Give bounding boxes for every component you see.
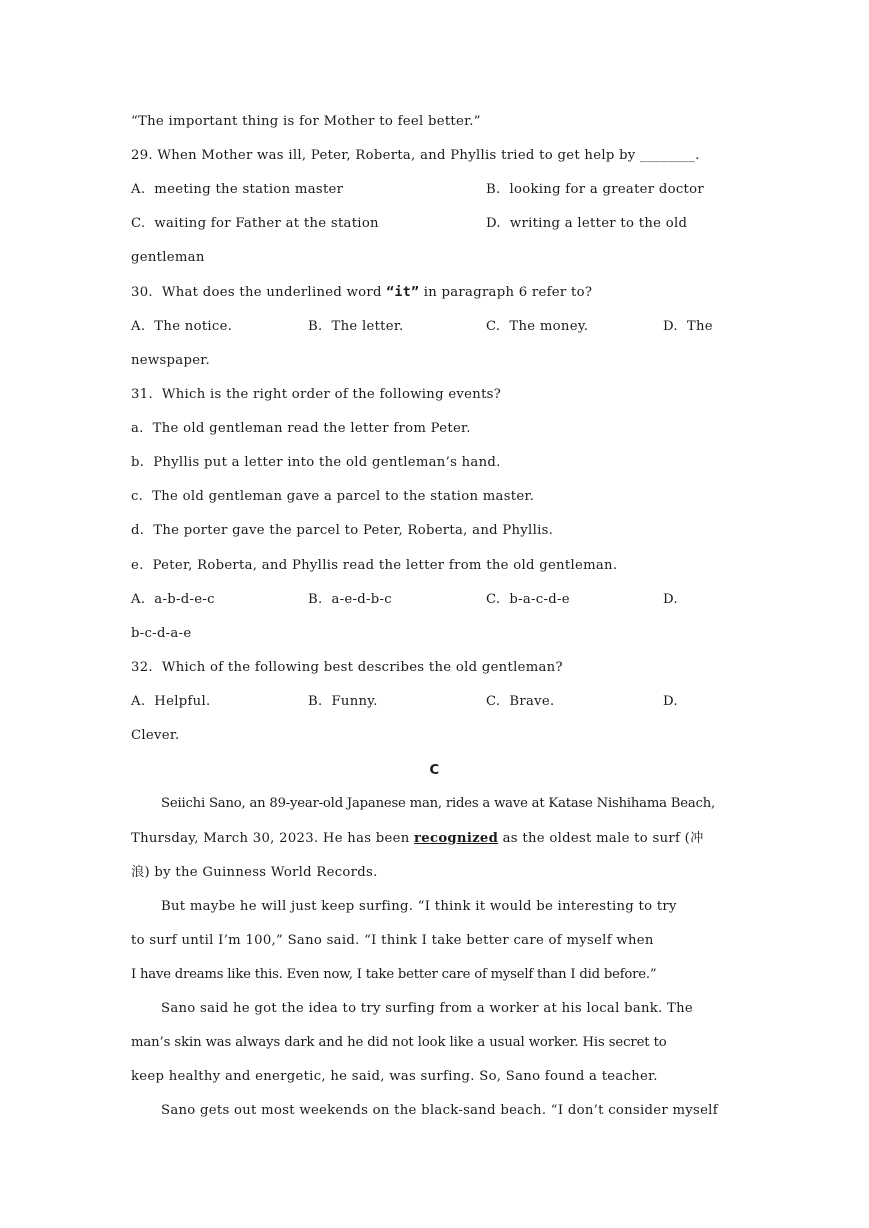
q32-option-d-continued: Clever. bbox=[131, 728, 180, 743]
underlined-word-recognized: recognized bbox=[414, 831, 499, 846]
q29-option-d-continued: gentleman bbox=[131, 250, 205, 265]
underlined-word-it: “it” bbox=[386, 285, 420, 300]
question-31-stem: 31. Which is the right order of the following events? bbox=[131, 387, 502, 402]
section-heading-c: C bbox=[429, 763, 440, 778]
event-d: d. The porter gave the parcel to Peter, Roberta, and Phyllis. bbox=[131, 523, 554, 538]
passage-p3-line1: Sano said he got the idea to try surfing from a worker at his local bank. The bbox=[161, 1001, 694, 1016]
q31-option-c: C. b-a-c-d-e bbox=[486, 592, 570, 607]
q29-option-d: D. writing a letter to the old bbox=[486, 216, 688, 231]
passage-p1-line2 bbox=[131, 830, 704, 848]
q30-option-d-continued: newspaper. bbox=[131, 353, 210, 368]
passage-p3-line3: keep healthy and energetic, he said, was surfing. So, Sano found a teacher. bbox=[131, 1069, 658, 1084]
q30-option-a: A. The notice. bbox=[131, 319, 233, 334]
passage-p1-line2-start: Thursday, March 30, 2023. He has been bbox=[131, 831, 415, 846]
q31-option-b: B. a-e-d-b-c bbox=[308, 592, 392, 607]
q29-option-a: A. meeting the station master bbox=[131, 182, 344, 197]
event-c: c. The old gentleman gave a parcel to the station master. bbox=[131, 489, 535, 504]
passage-p1-line2-end: as the oldest male to surf (冲 bbox=[498, 831, 704, 846]
passage-p3-line2: man’s skin was always dark and he did not look like a usual worker. His secret to bbox=[131, 1035, 667, 1050]
event-b: b. Phyllis put a letter into the old gentleman’s hand. bbox=[131, 455, 501, 470]
q32-option-a: A. Helpful. bbox=[131, 694, 211, 709]
passage-p2-line1: But maybe he will just keep surfing. “I think it would be interesting to try bbox=[161, 899, 677, 914]
q29-option-b: B. looking for a greater doctor bbox=[486, 182, 704, 197]
q32-option-c: C. Brave. bbox=[486, 694, 555, 709]
quote-line: “The important thing is for Mother to feel better.” bbox=[131, 114, 481, 129]
q30-option-b: B. The letter. bbox=[308, 319, 404, 334]
question-30-stem bbox=[131, 284, 592, 302]
question-29-stem: 29. When Mother was ill, Peter, Roberta, and Phyllis tried to get help by ________. bbox=[131, 148, 700, 163]
question-32-stem: 32. Which of the following best describes the old gentleman? bbox=[131, 660, 563, 675]
q30-option-d: D. The bbox=[663, 319, 713, 334]
question-30-stem-start: 30. What does the underlined word bbox=[131, 285, 387, 300]
q31-option-d: D. bbox=[663, 592, 678, 607]
event-a: a. The old gentleman read the letter from Peter. bbox=[131, 421, 471, 436]
q30-option-c: C. The money. bbox=[486, 319, 589, 334]
passage-p4-line1: Sano gets out most weekends on the black-sand beach. “I don’t consider myself bbox=[161, 1103, 718, 1118]
q31-option-d-continued: b-c-d-a-e bbox=[131, 626, 192, 641]
q32-option-b: B. Funny. bbox=[308, 694, 378, 709]
passage-p1-line3: 浪) by the Guinness World Records. bbox=[131, 865, 378, 880]
passage-p1-line1: Seiichi Sano, an 89-year-old Japanese man, rides a wave at Katase Nishihama Beach, bbox=[161, 796, 716, 811]
passage-p2-line3: I have dreams like this. Even now, I take better care of myself than I did before.” bbox=[131, 967, 657, 982]
q29-option-c: C. waiting for Father at the station bbox=[131, 216, 379, 231]
question-30-stem-end: in paragraph 6 refer to? bbox=[419, 285, 593, 300]
passage-p2-line2: to surf until I’m 100,” Sano said. “I think I take better care of myself when bbox=[131, 933, 654, 948]
event-e: e. Peter, Roberta, and Phyllis read the letter from the old gentleman. bbox=[131, 558, 618, 573]
q32-option-d: D. bbox=[663, 694, 678, 709]
q31-option-a: A. a-b-d-e-c bbox=[131, 592, 215, 607]
